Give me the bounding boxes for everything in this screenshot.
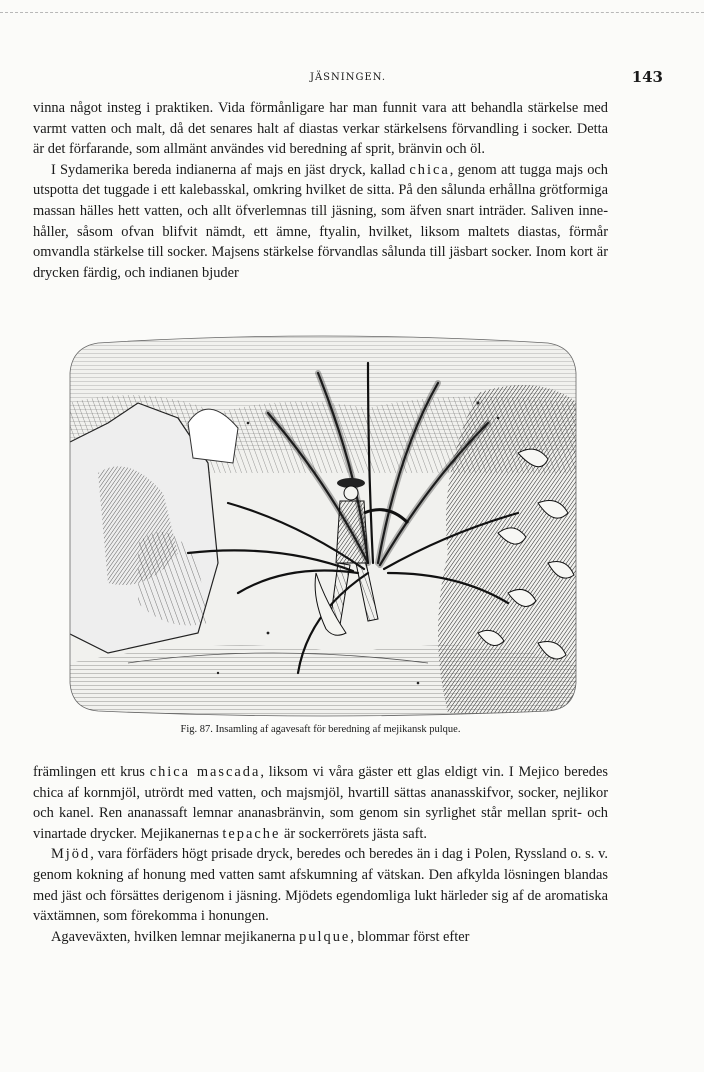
paragraph (33, 98, 608, 160)
page-number: 143 (631, 68, 663, 86)
spaced-term: chica mascada (149, 764, 261, 780)
paragraph (33, 927, 608, 948)
spaced-term: chica (409, 161, 450, 178)
text-run: I Sydamerika bereda indianerna af majs en jäst dryck, kallad (51, 161, 410, 178)
spaced-term: pulque (299, 928, 351, 945)
spaced-term: Mjöd (51, 846, 91, 863)
running-head: JÄSNINGEN. (309, 72, 387, 83)
text-run: Agaveväxten, hvilken lemnar mejikanerna (51, 928, 300, 945)
text-run: , vara förfäders högt prisade dryck, beredes och beredes än i dag i Polen, Ryssland o. s. v. genom kokning af honung med vatten samt afskumning af vätskan. Den afkylda lösningen blandas med jäst och försättes derigenom i jäsning. Mjödets egendomliga lukt härleder sig af de aromatiska växtämnen, som förekomma i honungen. (33, 846, 608, 925)
paragraph (33, 762, 608, 844)
figure-caption: Fig. 87. Insamling af agavesaft för beredning af mejikansk pulque. (180, 724, 461, 735)
paragraph (33, 844, 608, 926)
body-text-bottom (33, 762, 608, 947)
text-run: är sockerrörets jästa saft. (280, 825, 427, 842)
text-run: främlingen ett krus (33, 764, 150, 780)
engraving-illustration (68, 333, 578, 718)
text-run: , genom att tugga majs och utspotta det tuggade i ett kalebasskal, omkring hvilket de sitta. På den sålunda erhållna grötformiga massan hälles hett vatten, och allt öfverlemnas till jäsning, som äfven snart inträder. Saliven innehåller, såsom ofvan blifvit nämdt, ett ämne, ftyalin, hvilket, liksom maltets diastas, förmår omvandla stärkelse till socker. Majsens stärkelse förvandlas sålunda till jäsbart socker. Inom kort är drycken färdig, och indianen bjuder (33, 161, 608, 281)
page-top-edge-rule (0, 12, 704, 13)
text-run: vinna något insteg i praktiken. Vida förmånligare har man funnit vara att behandla stärkelse med varmt vatten och malt, då det senares halt af diastas verkar stärkelsens förvandling i socker. Detta är det förfarande, som allmänt användes vid beredning af sprit, bränvin och öl. (33, 100, 608, 158)
paragraph (33, 160, 608, 284)
spaced-term: tepache (222, 825, 281, 842)
body-text-top (33, 98, 608, 283)
text-run: , blommar först efter (350, 928, 470, 945)
text-run: , liksom vi våra gäster ett glas eldigt vin. I Mejico beredes chica af kornmjöl, utrördt med vatten, och majsmjöl, hvartill sättas ananasskifvor, socker, nejlikor och kanel. Ren ananassaft lemnar ananasbränvin, som genom sin syrlighet står mellan sprit- och vinartade drycker. Mejikanernas (33, 764, 608, 842)
page-header (33, 68, 663, 92)
